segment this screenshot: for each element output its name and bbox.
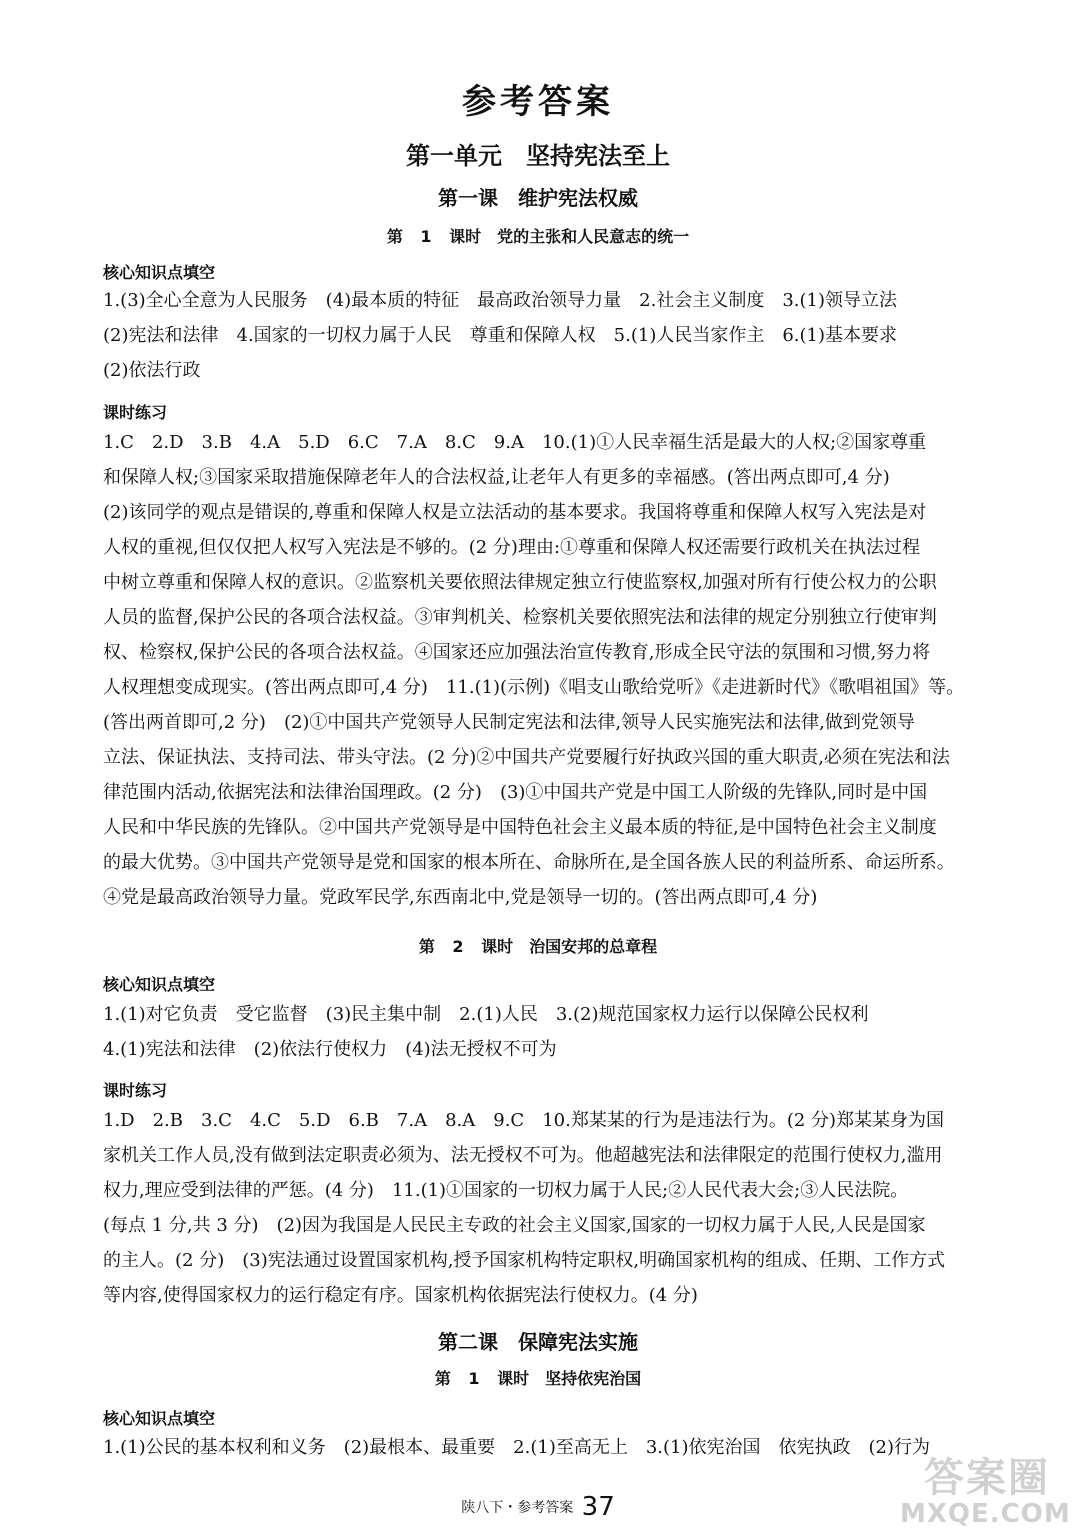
lesson-1-heading: 第一课 维护宪法权威	[438, 186, 638, 210]
text-line: 人民和中华民族的先锋队。②中国共产党领导是中国特色社会主义最本质的特征,是中国特色社会主义制度	[103, 817, 937, 838]
l1p1-knowledge-text	[103, 283, 1055, 388]
unit-heading: 第一单元 坚持宪法至上	[406, 142, 670, 170]
page-title: 参考答案	[462, 82, 614, 122]
text-line: 律范围内活动,依据宪法和法律治国理政。(2 分) (3)①中国共产党是中国工人阶级的先锋队,同时是中国	[103, 782, 928, 803]
text-line: 1.D 2.B 3.C 4.C 5.D 6.B 7.A 8.A 9.C 10.郑某某的行为是违法行为。(2 分)郑某某身为国	[103, 1110, 945, 1131]
l1p1-heading: 第 1 课时 党的主张和人民意志的统一	[386, 227, 690, 246]
text-line: (2)宪法和法律 4.国家的一切权力属于人民 尊重和保障人权 5.(1)人民当家作主 6.(1)基本要求	[103, 325, 898, 346]
watermark-url: MXQE.COM	[900, 1499, 1071, 1529]
text-line: 1.(1)对它负责 受它监督 (3)民主集中制 2.(1)人民 3.(2)规范国家权力运行以保障公民权利	[103, 1004, 869, 1025]
text-line: 人权理想变成现实。(答出两点即可,4 分) 11.(1)(示例)《唱支山歌给党听》《走进新时代》《歌唱祖国》等。	[103, 677, 965, 698]
l1p1-knowledge-label: 核心知识点填空	[103, 263, 216, 282]
text-line: 中树立尊重和保障人权的意识。②监察机关要依照法律规定独立行使监察权,加强对所有行使公权力的公职	[103, 572, 937, 593]
l1p2-knowledge-text	[103, 997, 1055, 1067]
text-line: 1.C 2.D 3.B 4.A 5.D 6.C 7.A 8.C 9.A 10.(1)①人民幸福生活是最大的人权;②国家尊重	[103, 432, 927, 453]
footer-label: 陕八下・参考答案	[461, 1500, 574, 1516]
l1p2-heading: 第 2 课时 治国安邦的总章程	[418, 937, 658, 956]
l1p2-knowledge-label: 核心知识点填空	[103, 975, 216, 994]
text-line: (2)该同学的观点是错误的,尊重和保障人权是立法活动的基本要求。我国将尊重和保障人权写入宪法是对	[103, 502, 927, 523]
l1p2-practice-text	[103, 1103, 1055, 1313]
text-line: 和保障人权;③国家采取措施保障老年人的合法权益,让老年人有更多的幸福感。(答出两点即可,4 分)	[103, 467, 890, 488]
page-number: 37	[581, 1492, 615, 1522]
l1p2-practice-label: 课时练习	[103, 1081, 168, 1100]
text-line: ④党是最高政治领导力量。党政军民学,东西南北中,党是领导一切的。(答出两点即可,4 分)	[103, 887, 818, 908]
text-line: 4.(1)宪法和法律 (2)依法行使权力 (4)法无授权不可为	[103, 1039, 557, 1060]
l1p1-practice-label: 课时练习	[103, 403, 168, 422]
text-line: 立法、保证执法、支持司法、带头守法。(2 分)②中国共产党要履行好执政兴国的重大职责,必须在宪法和法	[103, 747, 950, 768]
text-line: 权、检察权,保护公民的各项合法权益。④国家还应加强法治宣传教育,形成全民守法的氛围和习惯,努力将	[103, 642, 931, 663]
text-line: 1.(1)公民的基本权利和义务 (2)最根本、最重要 2.(1)至高无上 3.(1)依宪治国 依宪执政 (2)行为	[103, 1437, 931, 1458]
l2p1-heading: 第 1 课时 坚持依宪治国	[434, 1369, 642, 1388]
watermark-logo: 答案圈	[924, 1455, 1050, 1501]
text-line: 等内容,使得国家权力的运行稳定有序。国家机构依据宪法行使权力。(4 分)	[103, 1285, 698, 1306]
lesson-2-heading: 第二课 保障宪法实施	[438, 1330, 638, 1354]
l2p1-knowledge-label: 核心知识点填空	[103, 1409, 216, 1428]
watermark	[900, 1455, 1071, 1530]
text-line: (答出两首即可,2 分) (2)①中国共产党领导人民制定宪法和法律,领导人民实施宪法和法律,做到党领导	[103, 712, 915, 733]
text-line: (每点 1 分,共 3 分) (2)因为我国是人民民主专政的社会主义国家,国家的一切权力属于人民,人民是国家	[103, 1215, 926, 1236]
text-line: 的主人。(2 分) (3)宪法通过设置国家机构,授予国家机构特定职权,明确国家机构的组成、任期、工作方式	[103, 1250, 946, 1271]
text-line: 家机关工作人员,没有做到法定职责必须为、法无授权不可为。他超越宪法和法律限定的范围行使权力,滥用	[103, 1145, 943, 1166]
text-line: 人员的监督,保护公民的各项合法权益。③审判机关、检察机关要依照宪法和法律的规定分别独立行使审判	[103, 607, 937, 628]
text-line: (2)依法行政	[103, 360, 201, 381]
text-line: 权力,理应受到法律的严惩。(4 分) 11.(1)①国家的一切权力属于人民;②人民代表大会;③人民法院。	[103, 1180, 909, 1201]
l1p1-practice-text	[103, 425, 1055, 915]
text-line: 的最大优势。③中国共产党领导是党和国家的根本所在、命脉所在,是全国各族人民的利益所系、命运所系。	[103, 852, 955, 873]
text-line: 人权的重视,但仅仅把人权写入宪法是不够的。(2 分)理由:①尊重和保障人权还需要行政机关在执法过程	[103, 537, 921, 558]
text-line: 1.(3)全心全意为人民服务 (4)最本质的特征 最高政治领导力量 2.社会主义制度 3.(1)领导立法	[103, 290, 898, 311]
